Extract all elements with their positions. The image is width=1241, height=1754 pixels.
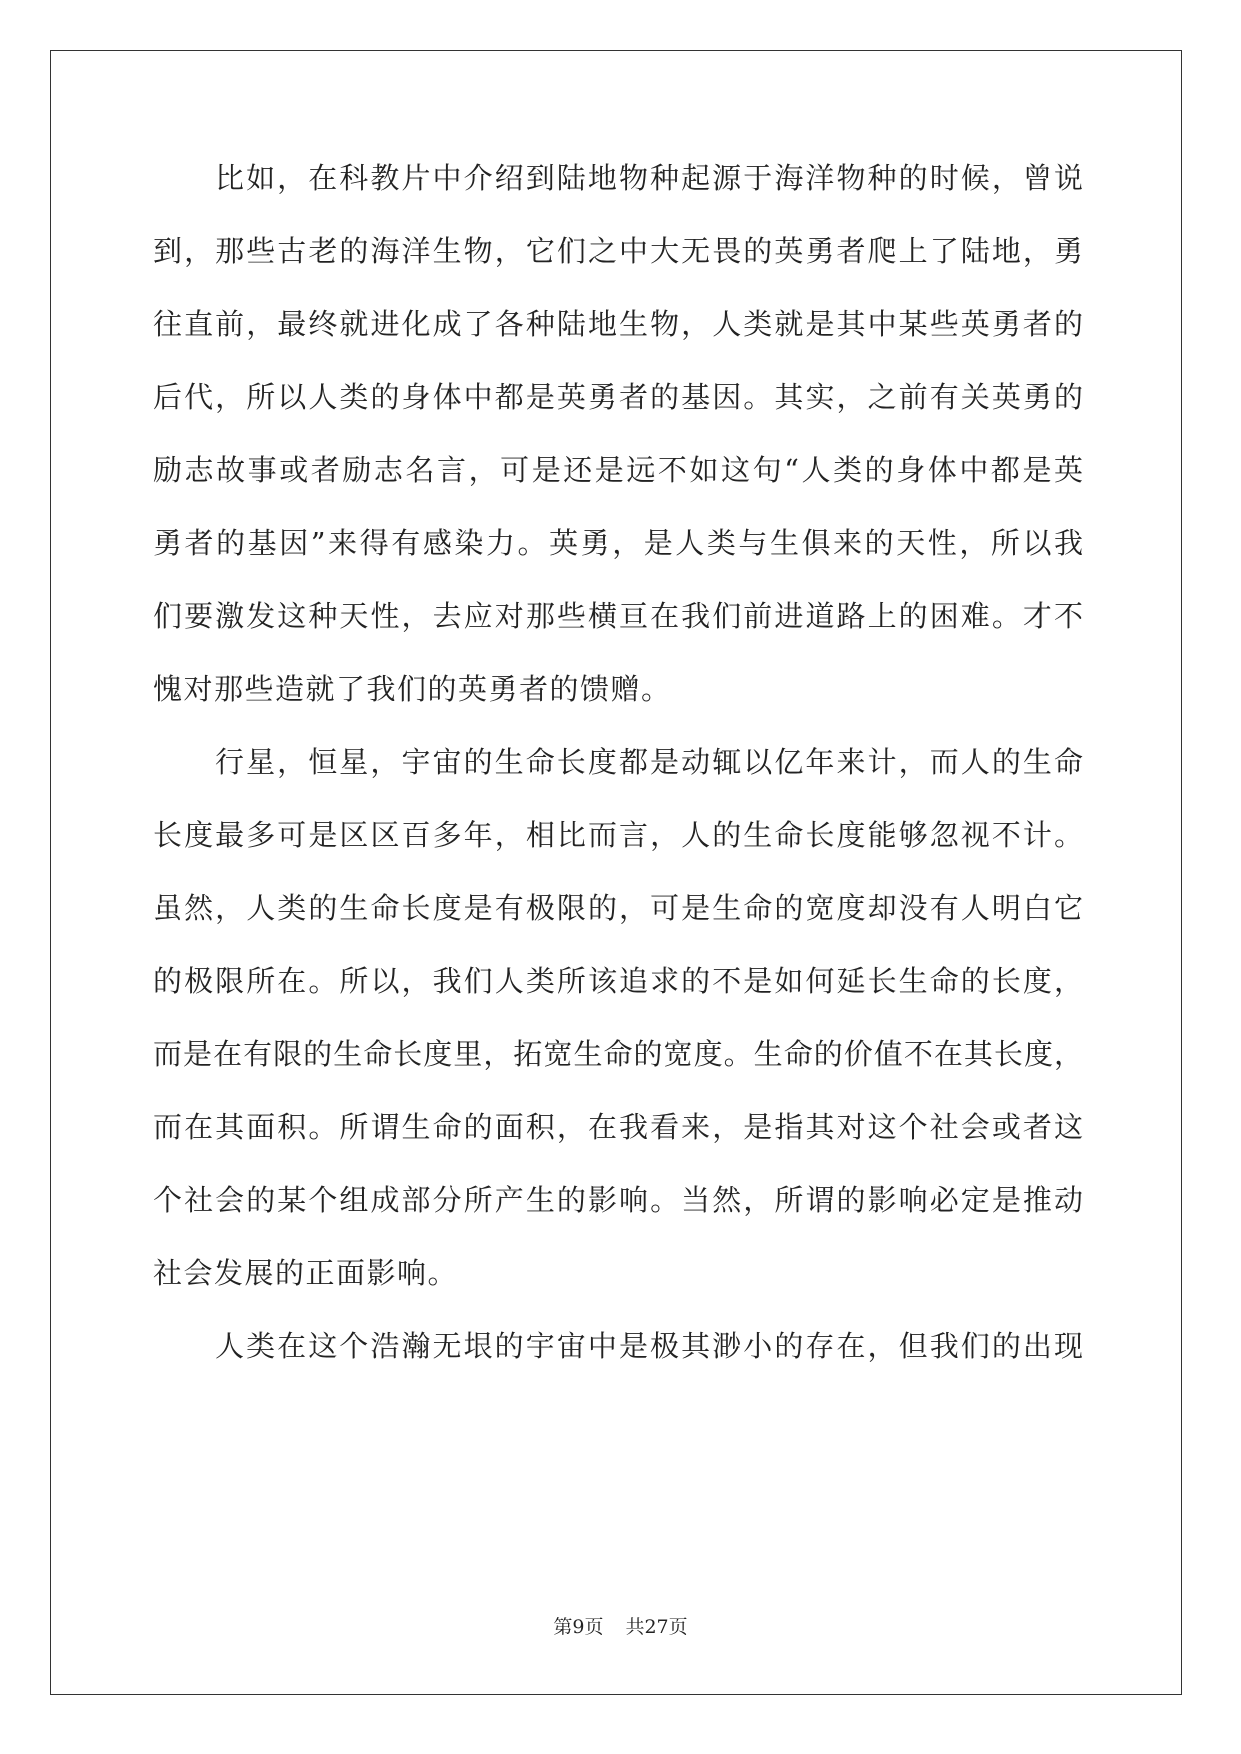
text-line: 励志故事或者励志名言，可是还是远不如这句“人类的身体中都是英 (153, 453, 1083, 487)
text-line: 社会发展的正面影响。 (153, 1256, 459, 1290)
text-line: 人类在这个浩瀚无垠的宇宙中是极其渺小的存在，但我们的出现 (215, 1329, 1083, 1363)
page-frame (50, 50, 1182, 1695)
text-line: 勇者的基因”来得有感染力。英勇，是人类与生俱来的天性，所以我 (153, 526, 1083, 560)
text-line: 行星，恒星，宇宙的生命长度都是动辄以亿年来计，而人的生命 (215, 745, 1083, 779)
text-line: 而在其面积。所谓生命的面积，在我看来，是指其对这个社会或者这 (153, 1110, 1083, 1144)
page-footer (0, 1614, 1241, 1640)
text-line: 个社会的某个组成部分所产生的影响。当然，所谓的影响必定是推动 (153, 1183, 1083, 1217)
text-line: 到，那些古老的海洋生物，它们之中大无畏的英勇者爬上了陆地，勇 (153, 234, 1083, 268)
text-line: 们要激发这种天性，去应对那些横亘在我们前进道路上的困难。才不 (153, 599, 1083, 633)
text-line: 后代，所以人类的身体中都是英勇者的基因。其实，之前有关英勇的 (153, 380, 1083, 414)
text-line: 长度最多可是区区百多年，相比而言，人的生命长度能够忽视不计。 (153, 818, 1083, 852)
text-line: 愧对那些造就了我们的英勇者的馈赠。 (153, 672, 672, 706)
page-number: 第9页 (553, 1616, 604, 1638)
text-line: 的极限所在。所以，我们人类所该追求的不是如何延长生命的长度， (153, 964, 1083, 998)
text-line: 而是在有限的生命长度里，拓宽生命的宽度。生命的价值不在其长度， (153, 1037, 1083, 1071)
text-line: 比如，在科教片中介绍到陆地物种起源于海洋物种的时候，曾说 (215, 161, 1083, 195)
text-line: 虽然，人类的生命长度是有极限的，可是生命的宽度却没有人明白它 (153, 891, 1083, 925)
text-line: 往直前，最终就进化成了各种陆地生物，人类就是其中某些英勇者的 (153, 307, 1083, 341)
page-total: 共27页 (625, 1616, 688, 1638)
